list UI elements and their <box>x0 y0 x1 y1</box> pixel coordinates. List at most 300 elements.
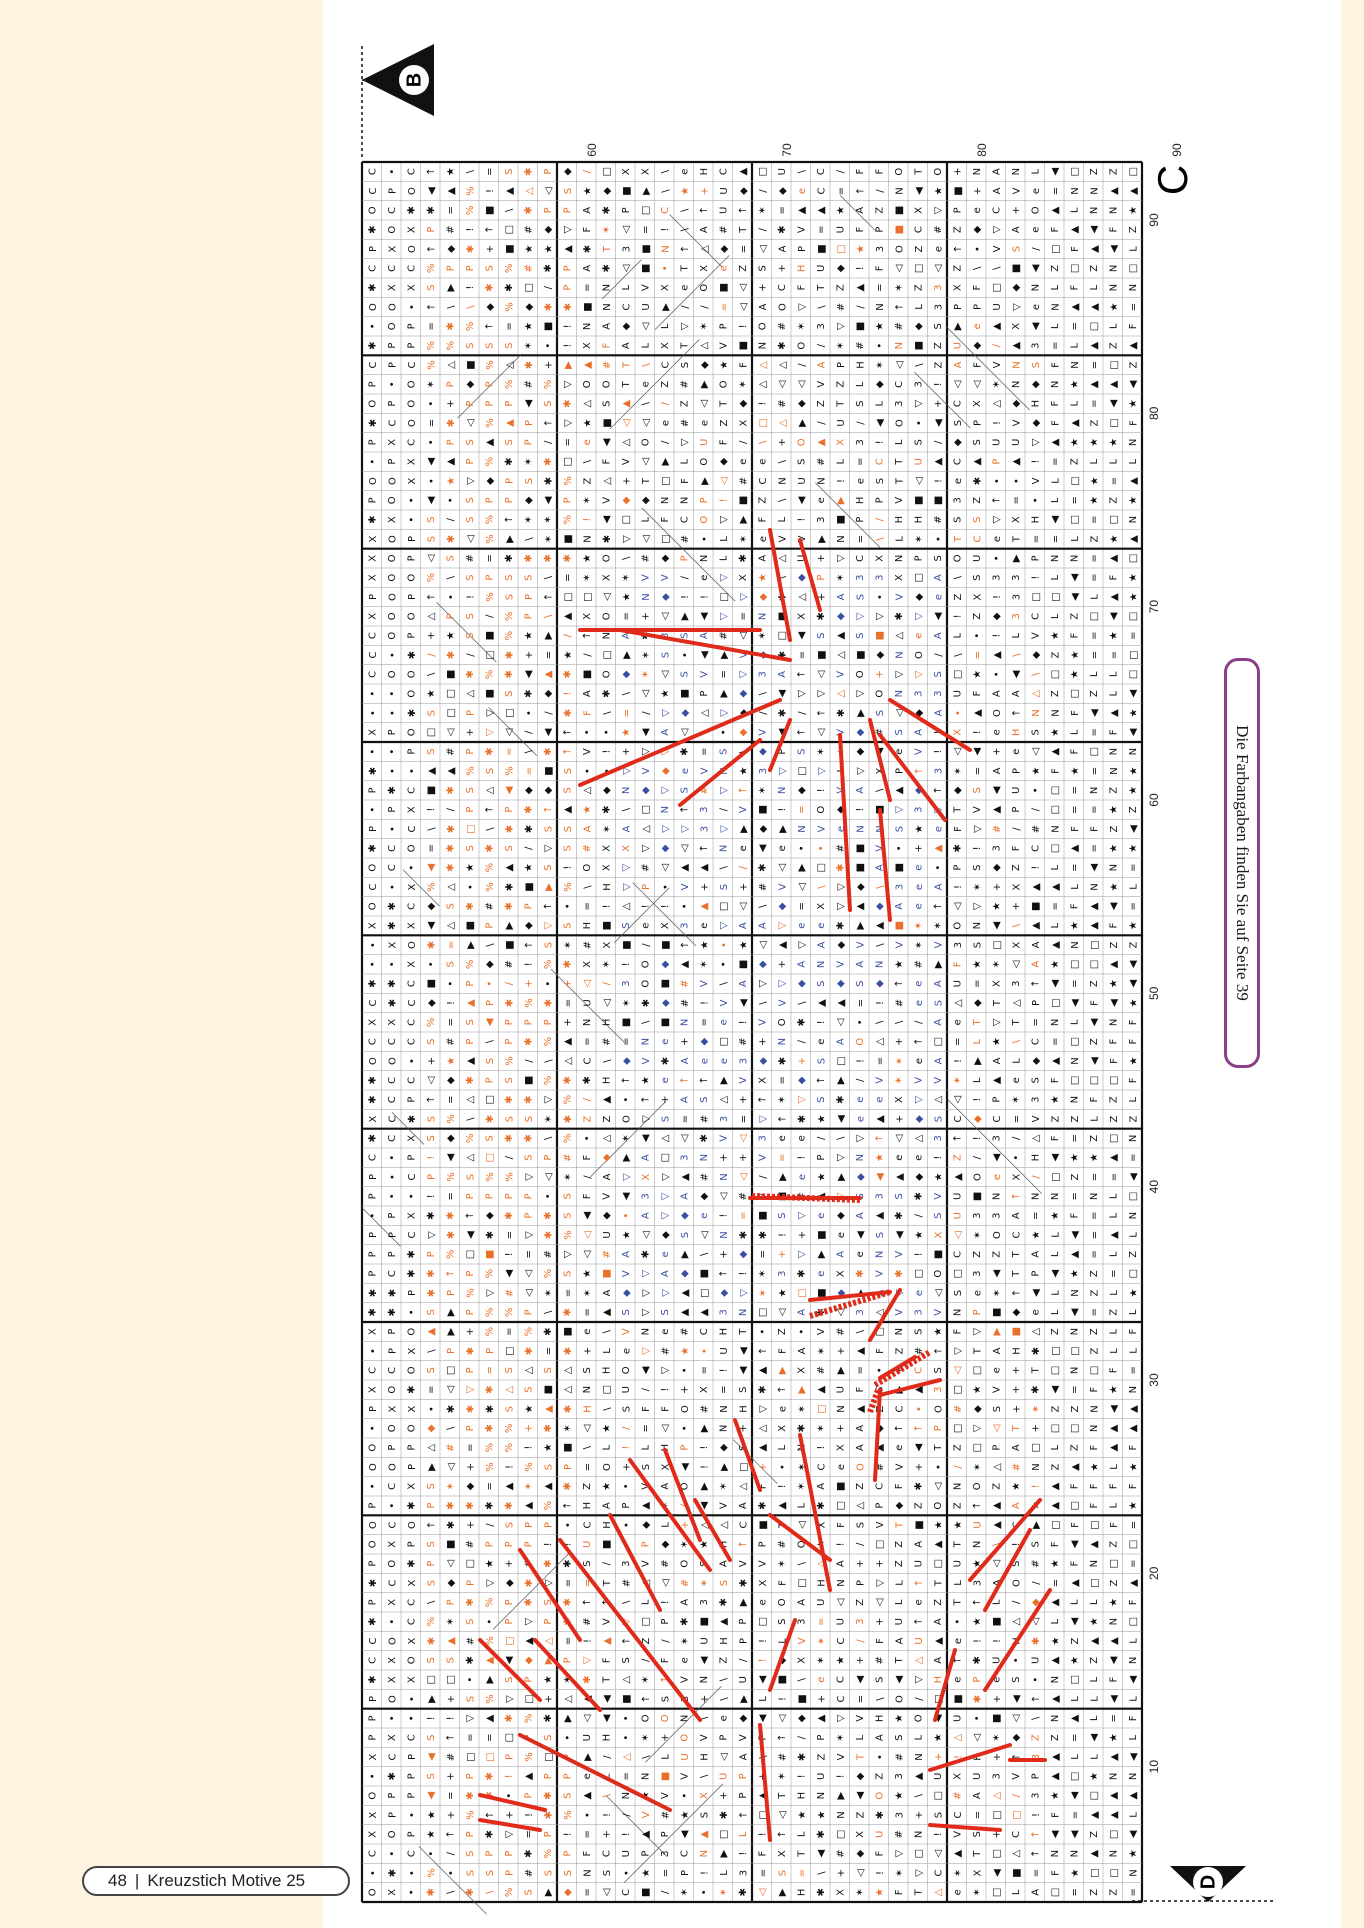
stitch-symbol: ▶ <box>680 1250 691 1258</box>
stitch-symbol: ✶ <box>992 960 1003 968</box>
stitch-symbol: V <box>641 767 652 774</box>
stitch-symbol: # <box>680 999 691 1007</box>
stitch-symbol: S <box>816 1058 827 1064</box>
stitch-symbol: P <box>641 1851 652 1857</box>
stitch-symbol: ◁ <box>446 1386 457 1394</box>
stitch-symbol: % <box>485 882 496 892</box>
stitch-symbol: L <box>1050 1309 1061 1315</box>
stitch-symbol: ▶ <box>836 1076 847 1084</box>
stitch-symbol: S <box>758 265 769 271</box>
stitch-symbol: Z <box>602 1115 613 1122</box>
stitch-symbol: \ <box>465 169 476 173</box>
stitch-symbol: C <box>368 1367 379 1374</box>
stitch-symbol: ✶ <box>524 341 535 349</box>
stitch-symbol: F <box>1109 1522 1120 1528</box>
stitch-symbol: ◁ <box>524 1289 535 1297</box>
stitch-symbol: + <box>914 844 925 852</box>
stitch-symbol: ▶ <box>426 1463 437 1471</box>
stitch-symbol: F <box>1109 1367 1120 1373</box>
stitch-symbol: Z <box>1070 1637 1081 1644</box>
stitch-symbol: = <box>563 1289 574 1297</box>
stitch-symbol: ◁ <box>660 1579 671 1587</box>
scale-label-right: 50 <box>1147 986 1161 1000</box>
stitch-symbol: ▲ <box>446 767 457 775</box>
stitch-symbol: Z <box>933 361 944 368</box>
stitch-symbol: ✶ <box>758 1289 769 1297</box>
stitch-symbol: \ <box>1031 672 1042 676</box>
stitch-symbol: ◆ <box>914 593 925 601</box>
stitch-symbol: N <box>758 342 769 349</box>
stitch-symbol: N <box>699 555 710 562</box>
stitch-symbol: # <box>875 1656 886 1664</box>
stitch-symbol: Z <box>953 265 964 272</box>
stitch-symbol: + <box>699 883 710 891</box>
stitch-symbol: • <box>426 401 437 407</box>
stitch-symbol: S <box>543 1464 554 1470</box>
stitch-symbol: ✶ <box>777 1559 788 1567</box>
stitch-symbol: O <box>368 1444 379 1452</box>
stitch-symbol: ◆ <box>797 1714 808 1722</box>
stitch-symbol: ▶ <box>543 1656 554 1664</box>
stitch-symbol: S <box>777 1212 788 1218</box>
stitch-symbol: ◀ <box>855 1676 866 1684</box>
stitch-symbol: ◁ <box>446 1463 457 1471</box>
stitch-symbol: L <box>738 1831 749 1837</box>
stitch-symbol: ◆ <box>465 1482 476 1490</box>
stitch-symbol: ■ <box>680 689 691 698</box>
stitch-symbol: = <box>777 206 788 214</box>
stitch-symbol: V <box>1031 632 1042 639</box>
stitch-symbol: △ <box>836 690 847 698</box>
stitch-symbol: V <box>894 1463 905 1470</box>
stitch-symbol: ◀ <box>914 1444 925 1452</box>
stitch-symbol: ✶ <box>699 1579 710 1587</box>
stitch-symbol: # <box>504 960 515 968</box>
stitch-symbol: A <box>933 883 944 890</box>
stitch-symbol: ▽ <box>914 612 925 620</box>
stitch-symbol: V <box>933 1077 944 1084</box>
stitch-symbol: P <box>524 1019 535 1025</box>
stitch-symbol: ✱ <box>524 1037 535 1045</box>
stitch-symbol: ✱ <box>485 1231 496 1239</box>
stitch-symbol: □ <box>465 1559 476 1568</box>
stitch-symbol: P <box>894 768 905 774</box>
stitch-symbol: ✱ <box>563 1598 574 1606</box>
stitch-symbol: ✶ <box>933 921 944 929</box>
stitch-symbol: ✶ <box>816 747 827 755</box>
red-backstitch <box>770 720 790 770</box>
stitch-symbol: • <box>621 1483 632 1489</box>
stitch-symbol: P <box>426 227 437 233</box>
stitch-symbol: ✱ <box>582 245 593 253</box>
stitch-symbol: C <box>875 1483 886 1490</box>
stitch-symbol: C <box>953 458 964 465</box>
stitch-symbol: O <box>602 380 613 388</box>
stitch-symbol: C <box>680 1850 691 1857</box>
stitch-symbol: ■ <box>894 863 905 872</box>
stitch-symbol: V <box>738 651 749 658</box>
stitch-symbol: A <box>1011 1444 1022 1451</box>
stitch-symbol: + <box>797 1057 808 1065</box>
stitch-symbol: = <box>1050 341 1061 349</box>
stitch-symbol: X <box>1011 941 1022 948</box>
stitch-symbol: N <box>660 497 671 504</box>
stitch-symbol: % <box>485 1308 496 1318</box>
stitch-symbol: ■ <box>446 670 457 679</box>
stitch-symbol: X <box>660 1463 671 1470</box>
stitch-symbol: □ <box>797 1578 808 1587</box>
stitch-symbol: ★ <box>933 1327 944 1336</box>
stitch-symbol: □ <box>1089 1520 1100 1529</box>
stitch-symbol: L <box>1089 284 1100 290</box>
stitch-symbol: = <box>1070 805 1081 813</box>
stitch-symbol: C <box>387 207 398 214</box>
stitch-symbol: Z <box>816 1753 827 1760</box>
stitch-symbol: △ <box>621 1676 632 1684</box>
stitch-symbol: % <box>543 1269 554 1279</box>
stitch-symbol: ✶ <box>621 1134 632 1142</box>
stitch-symbol: • <box>407 865 418 871</box>
stitch-symbol: = <box>446 1095 457 1103</box>
stitch-symbol: • <box>368 710 379 716</box>
stitch-symbol: \ <box>504 208 515 212</box>
stitch-symbol: ◆ <box>524 496 535 504</box>
stitch-symbol: ✶ <box>582 1289 593 1297</box>
stitch-symbol: + <box>1011 902 1022 910</box>
stitch-symbol: = <box>563 999 574 1007</box>
stitch-symbol: ★ <box>1109 844 1120 853</box>
stitch-symbol: V <box>602 497 613 504</box>
stitch-symbol: ↑ <box>426 245 437 253</box>
stitch-symbol: • <box>543 1193 554 1199</box>
stitch-symbol: ◆ <box>641 1521 652 1529</box>
stitch-symbol: ◁ <box>777 1308 788 1316</box>
stitch-symbol: • <box>407 1715 418 1721</box>
stitch-symbol: A <box>797 1599 808 1606</box>
stitch-symbol: ✶ <box>953 1869 964 1877</box>
stitch-symbol: \ <box>875 1697 886 1701</box>
stitch-symbol: ▲ <box>446 458 457 466</box>
stitch-symbol: T <box>894 477 905 485</box>
stitch-symbol: ■ <box>641 244 652 253</box>
stitch-symbol: ▲ <box>1070 303 1081 311</box>
stitch-symbol: ▶ <box>426 1695 437 1703</box>
stitch-symbol: △ <box>875 1308 886 1316</box>
stitch-symbol: ✱ <box>563 1076 574 1084</box>
stitch-symbol: 3 <box>816 323 827 329</box>
stitch-symbol: ◆ <box>485 303 496 311</box>
stitch-symbol: △ <box>426 1444 437 1452</box>
stitch-symbol: P <box>368 497 379 503</box>
stitch-symbol: ◁ <box>738 902 749 910</box>
stitch-symbol: = <box>836 187 847 195</box>
stitch-symbol: U <box>933 1773 944 1780</box>
stitch-symbol: L <box>1089 1676 1100 1682</box>
stitch-symbol: Z <box>1070 1405 1081 1412</box>
stitch-symbol: ! <box>855 808 866 812</box>
stitch-symbol: U <box>914 1637 925 1644</box>
stitch-symbol: S <box>816 632 827 638</box>
stitch-symbol: ✱ <box>504 1211 515 1219</box>
stitch-symbol: L <box>602 1773 613 1779</box>
stitch-symbol: ◀ <box>992 1869 1003 1877</box>
stitch-symbol: C <box>387 1115 398 1122</box>
stitch-symbol: Z <box>777 1328 788 1335</box>
stitch-symbol: T <box>738 1328 749 1336</box>
stitch-symbol: e <box>914 884 925 890</box>
stitch-symbol: ↑ <box>485 322 496 330</box>
stitch-symbol: \ <box>602 1059 613 1063</box>
stitch-symbol: 3 <box>953 497 964 503</box>
stitch-symbol: ■ <box>758 805 769 814</box>
stitch-symbol: L <box>719 536 730 542</box>
stitch-symbol: ▲ <box>582 361 593 369</box>
stitch-symbol: S <box>446 1657 457 1663</box>
stitch-symbol: O <box>407 728 418 736</box>
stitch-symbol: ◁ <box>875 1598 886 1606</box>
stitch-symbol: ◁ <box>582 1714 593 1722</box>
stitch-symbol: 3 <box>1031 1792 1042 1798</box>
stitch-symbol: ◀ <box>426 1753 437 1761</box>
stitch-symbol: O <box>387 535 398 543</box>
stitch-symbol: = <box>1050 1037 1061 1045</box>
stitch-symbol: + <box>992 1695 1003 1703</box>
stitch-symbol: ★ <box>582 186 593 195</box>
stitch-symbol: / <box>582 169 593 173</box>
stitch-symbol: X <box>1011 323 1022 330</box>
stitch-symbol: ◆ <box>738 728 749 736</box>
stitch-symbol: \ <box>875 885 886 889</box>
stitch-symbol: ◀ <box>1128 1676 1139 1684</box>
stitch-symbol: ! <box>1031 460 1042 464</box>
stitch-symbol: ◁ <box>1011 1714 1022 1722</box>
stitch-symbol: ★ <box>602 1424 613 1433</box>
stitch-symbol: ◆ <box>446 1579 457 1587</box>
stitch-symbol: e <box>758 536 769 542</box>
stitch-symbol: ✱ <box>738 1579 749 1587</box>
stitch-symbol: ▽ <box>719 612 730 620</box>
stitch-symbol: C <box>660 207 671 214</box>
stitch-symbol: ▽ <box>992 516 1003 524</box>
stitch-symbol: ▽ <box>836 322 847 330</box>
stitch-symbol: △ <box>582 400 593 408</box>
stitch-symbol: ★ <box>524 863 535 872</box>
stitch-symbol: ▶ <box>621 1154 632 1162</box>
stitch-symbol: ! <box>446 1001 457 1005</box>
stitch-symbol: ◀ <box>1109 902 1120 910</box>
stitch-symbol: = <box>446 1018 457 1026</box>
stitch-symbol: ◁ <box>446 1560 457 1568</box>
stitch-symbol: # <box>738 1037 749 1045</box>
stitch-symbol: L <box>1089 671 1100 677</box>
scale-label-right: 80 <box>1147 406 1161 420</box>
stitch-symbol: U <box>602 1231 613 1238</box>
stitch-symbol: S <box>855 400 866 406</box>
stitch-symbol: V <box>816 1328 827 1335</box>
stitch-symbol: O <box>699 284 710 292</box>
stitch-symbol: + <box>446 1695 457 1703</box>
stitch-symbol: O <box>699 458 710 466</box>
stitch-symbol: ■ <box>855 863 866 872</box>
stitch-symbol: ✶ <box>894 1366 905 1374</box>
stitch-symbol: = <box>875 283 886 291</box>
stitch-symbol: ▲ <box>1070 226 1081 234</box>
stitch-symbol: □ <box>446 1366 457 1375</box>
stitch-symbol: Z <box>1089 1657 1100 1664</box>
stitch-symbol: P <box>660 1619 671 1625</box>
stitch-symbol: ★ <box>1109 805 1120 814</box>
stitch-symbol: S <box>933 1000 944 1006</box>
stitch-symbol: ! <box>699 1446 710 1450</box>
stitch-symbol: / <box>1011 1136 1022 1140</box>
stitch-symbol: X <box>1011 1173 1022 1180</box>
stitch-symbol: ▲ <box>1109 554 1120 562</box>
stitch-symbol: S <box>504 342 515 348</box>
scale-label-top: 80 <box>975 143 989 157</box>
stitch-symbol: \ <box>543 1136 554 1140</box>
stitch-symbol: X <box>368 922 379 929</box>
stitch-symbol: S <box>582 1367 593 1373</box>
stitch-symbol: ▲ <box>563 1038 574 1046</box>
stitch-symbol: + <box>758 283 769 291</box>
stitch-symbol: ◀ <box>1070 1540 1081 1548</box>
stitch-symbol: ✱ <box>368 1076 379 1084</box>
stitch-symbol: ! <box>563 344 574 348</box>
stitch-symbol: V <box>602 1618 613 1625</box>
stitch-symbol: ▽ <box>894 670 905 678</box>
stitch-symbol: / <box>738 865 749 869</box>
stitch-symbol: V <box>602 1193 613 1200</box>
stitch-symbol: □ <box>933 1559 944 1568</box>
stitch-symbol: = <box>972 1811 983 1819</box>
stitch-symbol: ▲ <box>699 1308 710 1316</box>
stitch-symbol: ✱ <box>465 1501 476 1509</box>
stitch-symbol: ◆ <box>777 187 788 195</box>
stitch-symbol: S <box>894 1734 905 1740</box>
stitch-symbol: V <box>875 1270 886 1277</box>
stitch-symbol: = <box>1128 1153 1139 1161</box>
stitch-symbol: □ <box>777 631 788 640</box>
stitch-symbol: ■ <box>543 322 554 331</box>
stitch-symbol: Z <box>1031 1734 1042 1741</box>
stitch-symbol: \ <box>836 1136 847 1140</box>
stitch-symbol: C <box>582 1521 593 1528</box>
stitch-symbol: P <box>504 1754 515 1760</box>
stitch-symbol: ★ <box>1128 496 1139 505</box>
stitch-symbol: • <box>563 903 574 909</box>
stitch-symbol: □ <box>504 1636 515 1645</box>
stitch-symbol: # <box>894 1830 905 1838</box>
stitch-symbol: ■ <box>875 631 886 640</box>
stitch-symbol: / <box>797 363 808 367</box>
stitch-symbol: ✱ <box>485 283 496 291</box>
stitch-symbol: O <box>368 303 379 311</box>
stitch-symbol: L <box>1050 1251 1061 1257</box>
stitch-symbol: ✱ <box>446 1231 457 1239</box>
stitch-symbol: ▲ <box>992 806 1003 814</box>
stitch-symbol: △ <box>1011 1618 1022 1626</box>
stitch-symbol: = <box>1128 1559 1139 1567</box>
stitch-symbol: # <box>699 786 710 794</box>
stitch-symbol: + <box>719 1153 730 1161</box>
stitch-symbol: C <box>407 787 418 794</box>
stitch-symbol: ◀ <box>758 1714 769 1722</box>
stitch-symbol: ★ <box>816 1810 827 1819</box>
stitch-symbol: ↑ <box>465 1211 476 1219</box>
stitch-symbol: Z <box>1109 497 1120 504</box>
stitch-symbol: □ <box>602 167 613 176</box>
stitch-symbol: ■ <box>446 1540 457 1549</box>
stitch-symbol: ★ <box>972 960 983 969</box>
stitch-symbol: + <box>524 979 535 987</box>
stitch-symbol: □ <box>1070 167 1081 176</box>
stitch-symbol: ◁ <box>504 728 515 736</box>
stitch-symbol: F <box>1089 1445 1100 1451</box>
stitch-symbol: □ <box>1089 1868 1100 1877</box>
stitch-symbol: ↑ <box>758 1095 769 1103</box>
stitch-symbol: O <box>777 1018 788 1026</box>
stitch-symbol: N <box>1128 516 1139 523</box>
stitch-symbol: U <box>797 555 808 562</box>
stitch-symbol: ▶ <box>699 380 710 388</box>
stitch-symbol: ✱ <box>543 1811 554 1819</box>
stitch-symbol: • <box>368 749 379 755</box>
stitch-symbol: O <box>972 1173 983 1181</box>
stitch-symbol: e <box>914 981 925 987</box>
stitch-symbol: ✶ <box>777 1772 788 1780</box>
stitch-symbol: U <box>953 342 964 349</box>
stitch-symbol: P <box>387 188 398 194</box>
stitch-symbol: S <box>504 1676 515 1682</box>
stitch-symbol: \ <box>621 807 632 811</box>
stitch-symbol: ◀ <box>602 1714 613 1722</box>
stitch-symbol: ◁ <box>524 1270 535 1278</box>
stitch-symbol: □ <box>1089 612 1100 621</box>
stitch-symbol: ◁ <box>972 1734 983 1742</box>
stitch-symbol: ▶ <box>972 1057 983 1065</box>
stitch-symbol: ▲ <box>1089 342 1100 350</box>
stitch-symbol: N <box>1109 1773 1120 1780</box>
stitch-symbol: ★ <box>680 186 691 195</box>
stitch-symbol: • <box>446 594 457 600</box>
stitch-symbol: L <box>1109 1193 1120 1199</box>
stitch-symbol: □ <box>953 670 964 679</box>
stitch-symbol: 3 <box>738 1870 749 1876</box>
stitch-symbol: S <box>465 1019 476 1025</box>
stitch-symbol: ■ <box>894 206 905 215</box>
stitch-symbol: 3 <box>1011 574 1022 580</box>
stitch-symbol: Z <box>680 400 691 407</box>
stitch-symbol: • <box>387 1715 398 1721</box>
stitch-symbol: ★ <box>543 1675 554 1684</box>
stitch-symbol: ■ <box>699 1269 710 1278</box>
stitch-symbol: C <box>816 187 827 194</box>
stitch-symbol: △ <box>738 1482 749 1490</box>
stitch-symbol: ▲ <box>1050 1482 1061 1490</box>
stitch-symbol: N <box>1109 864 1120 871</box>
stitch-symbol: N <box>992 1193 1003 1200</box>
stitch-symbol: C <box>992 1115 1003 1122</box>
stitch-symbol: □ <box>504 225 515 234</box>
stitch-symbol: ◁ <box>738 632 749 640</box>
stitch-symbol: C <box>407 1734 418 1741</box>
stitch-symbol: ◁ <box>953 902 964 910</box>
stitch-symbol: • <box>1031 787 1042 793</box>
stitch-symbol: ! <box>992 1639 1003 1643</box>
stitch-symbol: # <box>894 1753 905 1761</box>
stitch-symbol: ✱ <box>563 554 574 562</box>
stitch-symbol: = <box>1089 728 1100 736</box>
